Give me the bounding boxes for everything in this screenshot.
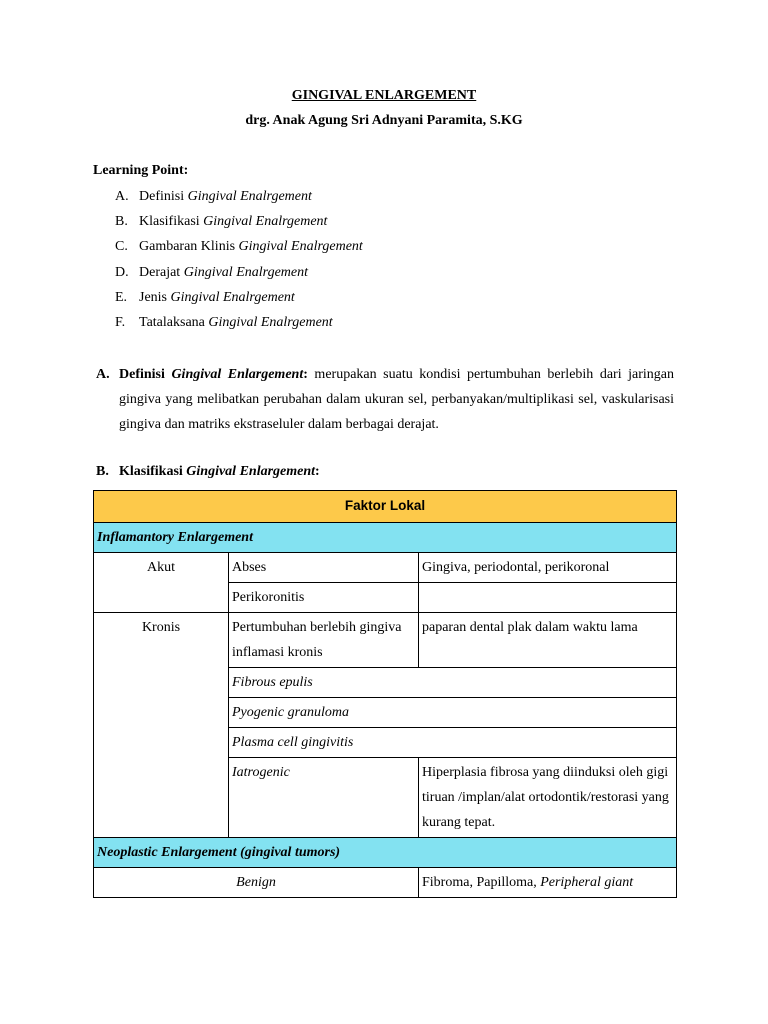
section-b-label: B. [96,464,109,479]
list-text-plain: Derajat [139,264,184,280]
list-text [139,187,312,212]
list-text-topic: Gingival Enalrgement [238,239,363,255]
list-item [115,288,363,313]
table-cell [419,868,677,898]
list-item [115,313,363,338]
table-cell: Plasma cell gingivitis [229,728,677,758]
table-cell-akut: Akut [94,553,229,613]
table-group-inflammatory: Inflamantory Enlargement [94,523,677,553]
table-group-neoplastic: Neoplastic Enlargement (gingival tumors) [94,838,677,868]
list-letter: A. [115,189,129,204]
table-row [94,491,677,523]
table-cell: Gingiva, periodontal, perikoronal [419,553,677,583]
table-cell-kronis: Kronis [94,613,229,838]
section-b-term: Klasifikasi [119,464,187,479]
table-header-faktor-lokal: Faktor Lokal [94,491,677,523]
table-cell-benign: Benign [94,868,419,898]
section-b-term-italic: Gingival Enlargement [186,464,316,479]
table-cell: Abses [229,553,419,583]
list-text [139,212,327,237]
section-a-paragraph [119,362,674,437]
list-text-plain: Jenis [139,289,171,305]
learning-point-list [115,187,363,338]
list-text-topic: Gingival Enalrgement [203,214,328,230]
document-author: drg. Anak Agung Sri Adnyani Paramita, S.KG [245,113,523,128]
list-letter: D. [115,264,129,280]
list-text-plain: Tatalaksana [139,314,209,330]
table-cell: Fibrous epulis [229,668,677,698]
section-a-term-plain: Definisi [119,367,165,382]
table-row [94,868,677,898]
list-text [139,237,363,262]
document-title: GINGIVAL ENLARGEMENT [291,88,477,103]
table-cell: Pyogenic granuloma [229,698,677,728]
section-b-heading [96,464,320,480]
list-item [115,187,363,212]
table-row [94,838,677,868]
list-text-plain: Definisi [139,189,188,204]
table-cell: Iatrogenic [229,758,419,838]
list-text-topic: Gingival Enalrgement [208,314,333,330]
table-row [94,553,677,583]
list-letter: C. [115,239,128,255]
section-a-term [119,367,308,382]
section-b-colon: : [315,464,320,479]
list-text-topic: Gingival Enalrgement [183,264,308,280]
list-text-plain: Klasifikasi [139,214,204,230]
list-text-topic: Gingival Enalrgement [170,289,295,305]
list-item [115,237,363,262]
section-a-term-italic: Gingival Enlargement [171,367,304,382]
table-row [94,613,677,668]
list-letter: E. [115,289,128,305]
list-text [139,288,295,313]
table-cell: Hiperplasia fibrosa yang diinduksi oleh gigi tiruan /implan/alat ortodontik/restorasi yang kurang tepat. [419,758,677,838]
section-a-label: A. [96,367,110,382]
table-row [94,523,677,553]
list-text [139,313,333,338]
list-text-topic: Gingival Enalrgement [187,189,312,204]
table-cell: Perikoronitis [229,583,419,613]
list-item [115,263,363,288]
list-item [115,212,363,237]
list-letter: F. [115,314,126,330]
section-a-body: merupakan suatu kondisi pertumbuhan berlebih dari jaringan gingiva yang melibatkan perubahan dalam ukuran sel, perbanyakan/multiplikasi sel, vaskularisasi gingiva dan matriks ekstraseluler dalam berbagai derajat. [119,367,675,432]
table-cell [419,583,677,613]
list-text-plain: Gambaran Klinis [139,239,239,255]
list-text [139,263,308,288]
table-cell-text: Fibroma, Papilloma, [422,875,541,890]
table-cell-text-italic: Peripheral giant [540,875,634,890]
list-letter: B. [115,214,128,230]
section-a-colon: : [303,367,308,382]
classification-table [93,490,677,898]
table-cell: Pertumbuhan berlebih gingiva inflamasi kronis [229,613,419,668]
learning-point-heading: Learning Point: [93,163,189,178]
table-cell: paparan dental plak dalam waktu lama [419,613,677,668]
